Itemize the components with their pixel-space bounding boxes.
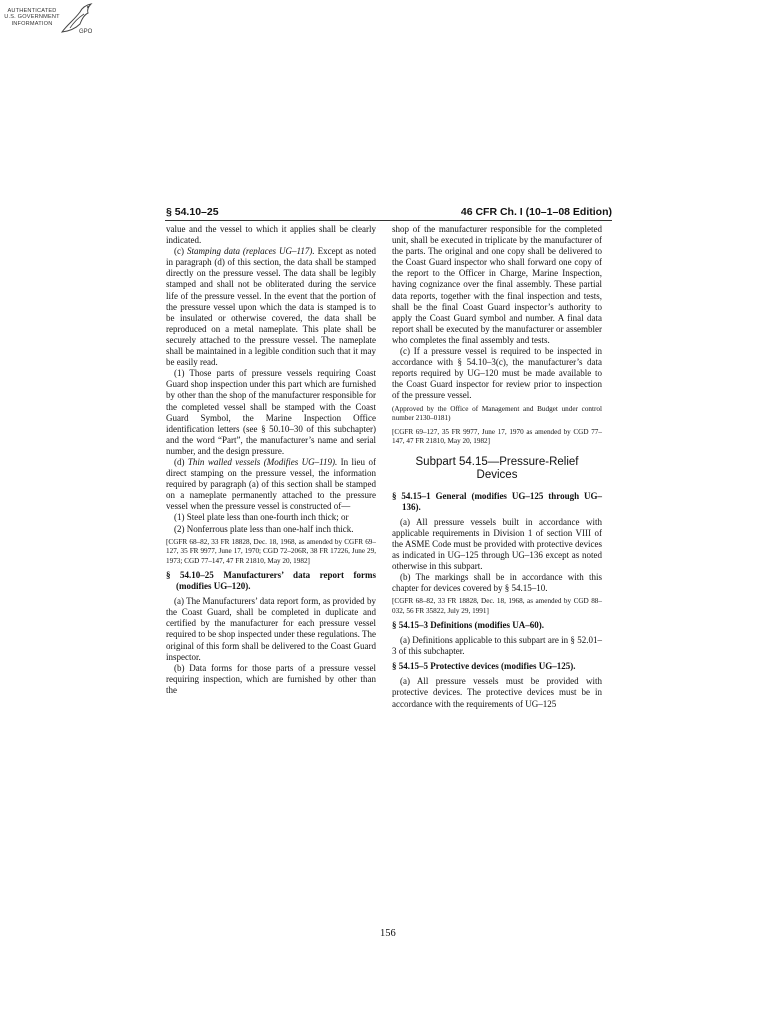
paragraph: (c) Stamping data (replaces UG–117). Except as noted in paragraph (d) of this section, the data shall be stamped directly on the pressure vessel. The data shall be legibly stamped and shall not be obliterated during the service life of the pressure vessel. In the event that the portion of the pressure vessel upon which the data is stamped is to be insulated or otherwise covered, the data shall be reproduced on a metal nameplate. This plate shall be securely attached to the pressure vessel. The nameplate shall be maintained in a legible condition such that it may be easily read. (166, 246, 376, 368)
section-heading: § 54.15–3 Definitions (modifies UA–60). (392, 620, 544, 631)
section-heading: § 54.10–25 Manufacturers’ data report forms (modifies UG–120). (166, 570, 376, 592)
citation: [CGFR 68–82, 33 FR 18828, Dec. 18, 1968, as amended by CGFR 69–127, 35 FR 9977, June 17, 1970; CGD 72–206R, 38 FR 17226, June 29, 1973; CGD 77–147, 47 FR 21810, May 20, 1982] (166, 537, 376, 565)
omb-note: (Approved by the Office of Management and Budget under control number 2130–0181) (392, 404, 602, 422)
logo-line-1: AUTHENTICATED (7, 8, 57, 14)
paragraph: value and the vessel to which it applies shall be clearly indicated. (166, 224, 376, 246)
paragraph: (a) All pressure vessels must be provided with protective devices. The protective devices must be in accordance with the requirements of UG–125 (392, 676, 602, 709)
paragraph: (b) Data forms for those parts of a pressure vessel requiring inspection, which are furnished by other than the (166, 662, 376, 695)
running-header-section: § 54.10–25 (166, 206, 219, 218)
paragraph: (d) Thin walled vessels (Modifies UG–119). In lieu of direct stamping on the pressure vessel, the information required by paragraph (a) of this section shall be stamped on a nameplate permanently attached to the pressure vessel when the pressure vessel is constructed of— (166, 456, 376, 512)
logo-line-2: U.S. GOVERNMENT (4, 14, 60, 21)
gpo-authentication-logo (2, 2, 142, 42)
paragraph: (a) All pressure vessels built in accordance with applicable requirements in Division 1 of section VIII of the ASME Code must be provided with protective devices as indicated in UG–125 through UG–136 except as noted otherwise in this subpart. (392, 516, 602, 571)
paragraph: (a) The Manufacturers’ data report form, as provided by the Coast Guard, shall be completed in duplicate and certified by the manufacturer for each pressure vessel required to be shop inspected under these regulations. The original of this form shall be delivered to the Coast Guard inspector. (166, 596, 376, 662)
paragraph: shop of the manufacturer responsible for the completed unit, shall be executed in triplicate by the manufacturer of the parts. The original and one copy shall be delivered to the Coast Guard inspector who shall forward one copy of the report to the Officer in Charge, Marine Inspection, having cognizance over the final assembly. These partial data reports, together with the final inspection and tests, shall be the final Coast Guard inspector’s authority to apply the Coast Guard symbol and number. A final data report shall be executed by the manufacturer or assembler who completes the final assembly and tests. (392, 224, 602, 345)
paragraph: (1) Steel plate less than one-fourth inch thick; or (174, 512, 349, 523)
logo-gpo-text: GPO (79, 29, 93, 35)
section-heading: § 54.15–5 Protective devices (modifies UG–125). (392, 661, 576, 672)
citation: [CGFR 68–82, 33 FR 18828, Dec. 18, 1968, as amended by CGD 88–032, 56 FR 35822, July 29, 1991] (392, 597, 602, 615)
right-column (392, 224, 602, 710)
paragraph: (2) Nonferrous plate less than one-half inch thick. (174, 523, 354, 534)
paragraph: (a) Definitions applicable to this subpart are in § 52.01–3 of this subchapter. (392, 635, 602, 657)
logo-line-3: INFORMATION (11, 20, 53, 27)
paragraph: (c) If a pressure vessel is required to be inspected in accordance with § 54.10–3(c), the manufacturer’s data reports required by UG–120 must be made available to the Coast Guard inspector for review prior to inspection of the pressure vessel. (392, 346, 602, 401)
section-heading: § 54.15–1 General (modifies UG–125 through UG–136). (392, 490, 602, 512)
subpart-heading: Subpart 54.15—Pressure-Relief Devices (415, 455, 579, 481)
paragraph: (b) The markings shall be in accordance with this chapter for devices covered by § 54.15–10. (392, 571, 602, 594)
header-rule (165, 220, 612, 221)
page-number: 156 (380, 928, 396, 939)
left-column (166, 224, 376, 696)
paragraph: (1) Those parts of pressure vessels requiring Coast Guard shop inspection under this part which are furnished by other than the shop of the manufacturer responsible for the completed vessel shall be stamped with the Coast Guard Symbol, the Marine Inspection Office identification letters (see § 50.10–30 of this subchapter) and the word “Part”, the manufacturer’s name and serial number, and the design pressure. (166, 368, 376, 456)
running-header-title: 46 CFR Ch. I (10–1–08 Edition) (460, 206, 612, 218)
citation: [CGFR 69–127, 35 FR 9977, June 17, 1970 as amended by CGD 77–147, 47 FR 21810, May 20, 1982] (392, 427, 602, 445)
